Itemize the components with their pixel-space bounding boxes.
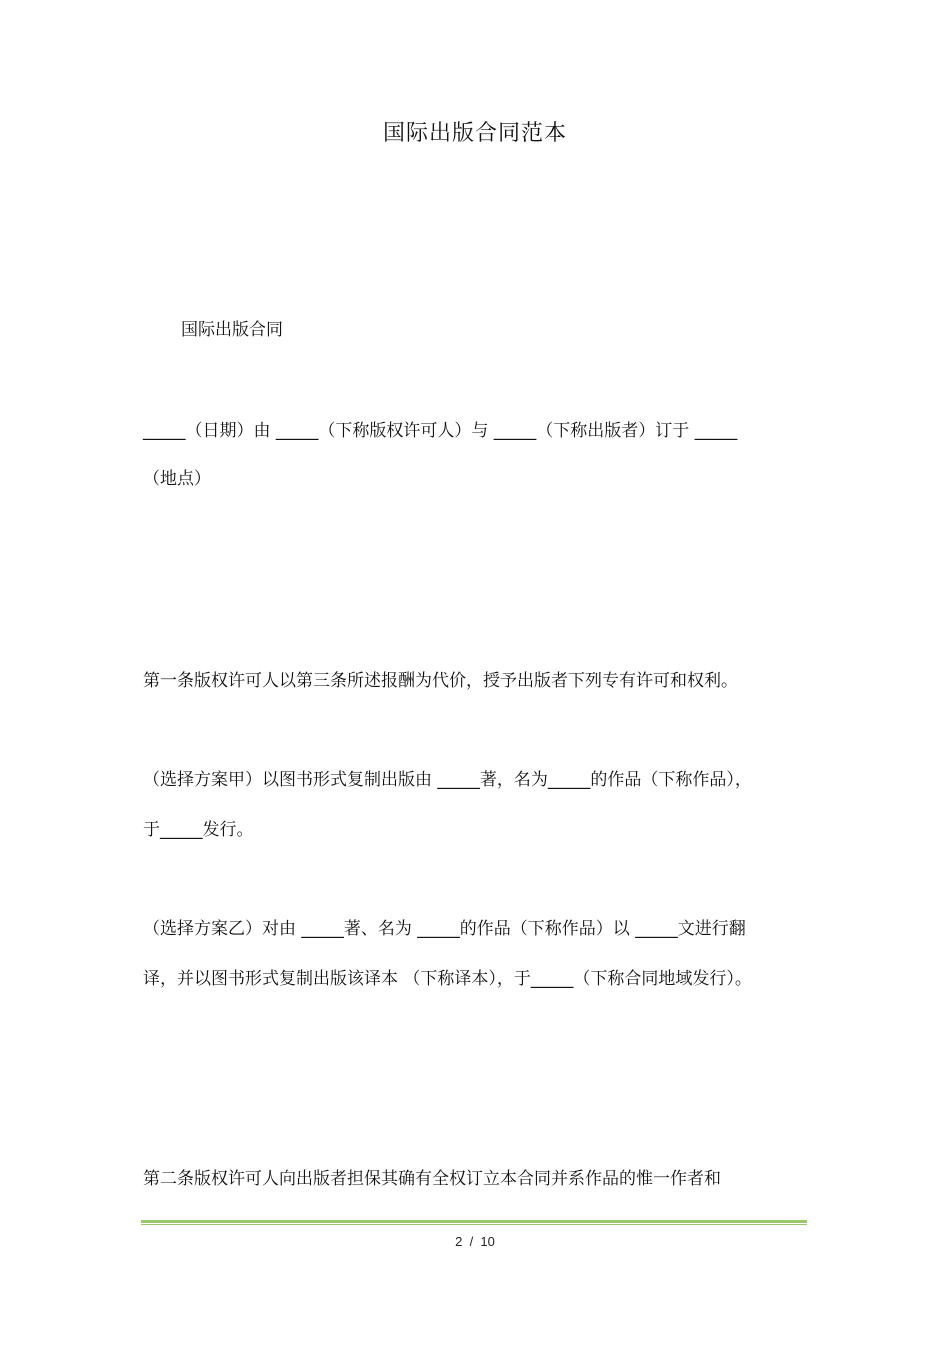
footer-divider xyxy=(141,1220,807,1226)
paragraph-line: 于_____发行。 xyxy=(143,820,254,840)
footer-divider-thin xyxy=(141,1224,807,1225)
paragraph-line: （地点） xyxy=(143,469,211,489)
document-subtitle: 国际出版合同 xyxy=(181,320,283,340)
footer-divider-thick xyxy=(141,1220,807,1223)
paragraph-line: _____（日期）由 _____（下称版权许可人）与 _____（下称出版者）订于 _____ xyxy=(143,421,738,441)
document-title: 国际出版合同范本 xyxy=(382,121,567,146)
paragraph-line: 第一条版权许可人以第三条所述报酬为代价，授予出版者下列专有许可和权利。 xyxy=(143,671,738,691)
paragraph-line: （选择方案甲）以图书形式复制出版由 _____著，名为_____的作品（下称作品）， xyxy=(143,770,752,790)
paragraph-line: 第二条版权许可人向出版者担保其确有全权订立本合同并系作品的惟一作者和 xyxy=(143,1169,721,1189)
paragraph-line: （选择方案乙）对由 _____著、名为 _____的作品（下称作品）以 _____文进行翻 xyxy=(143,919,746,939)
paragraph-line: 译，并以图书形式复制出版该译本 （下称译本），于_____（下称合同地域发行）。 xyxy=(143,969,752,989)
page-number: 2 / 10 xyxy=(455,1234,495,1249)
